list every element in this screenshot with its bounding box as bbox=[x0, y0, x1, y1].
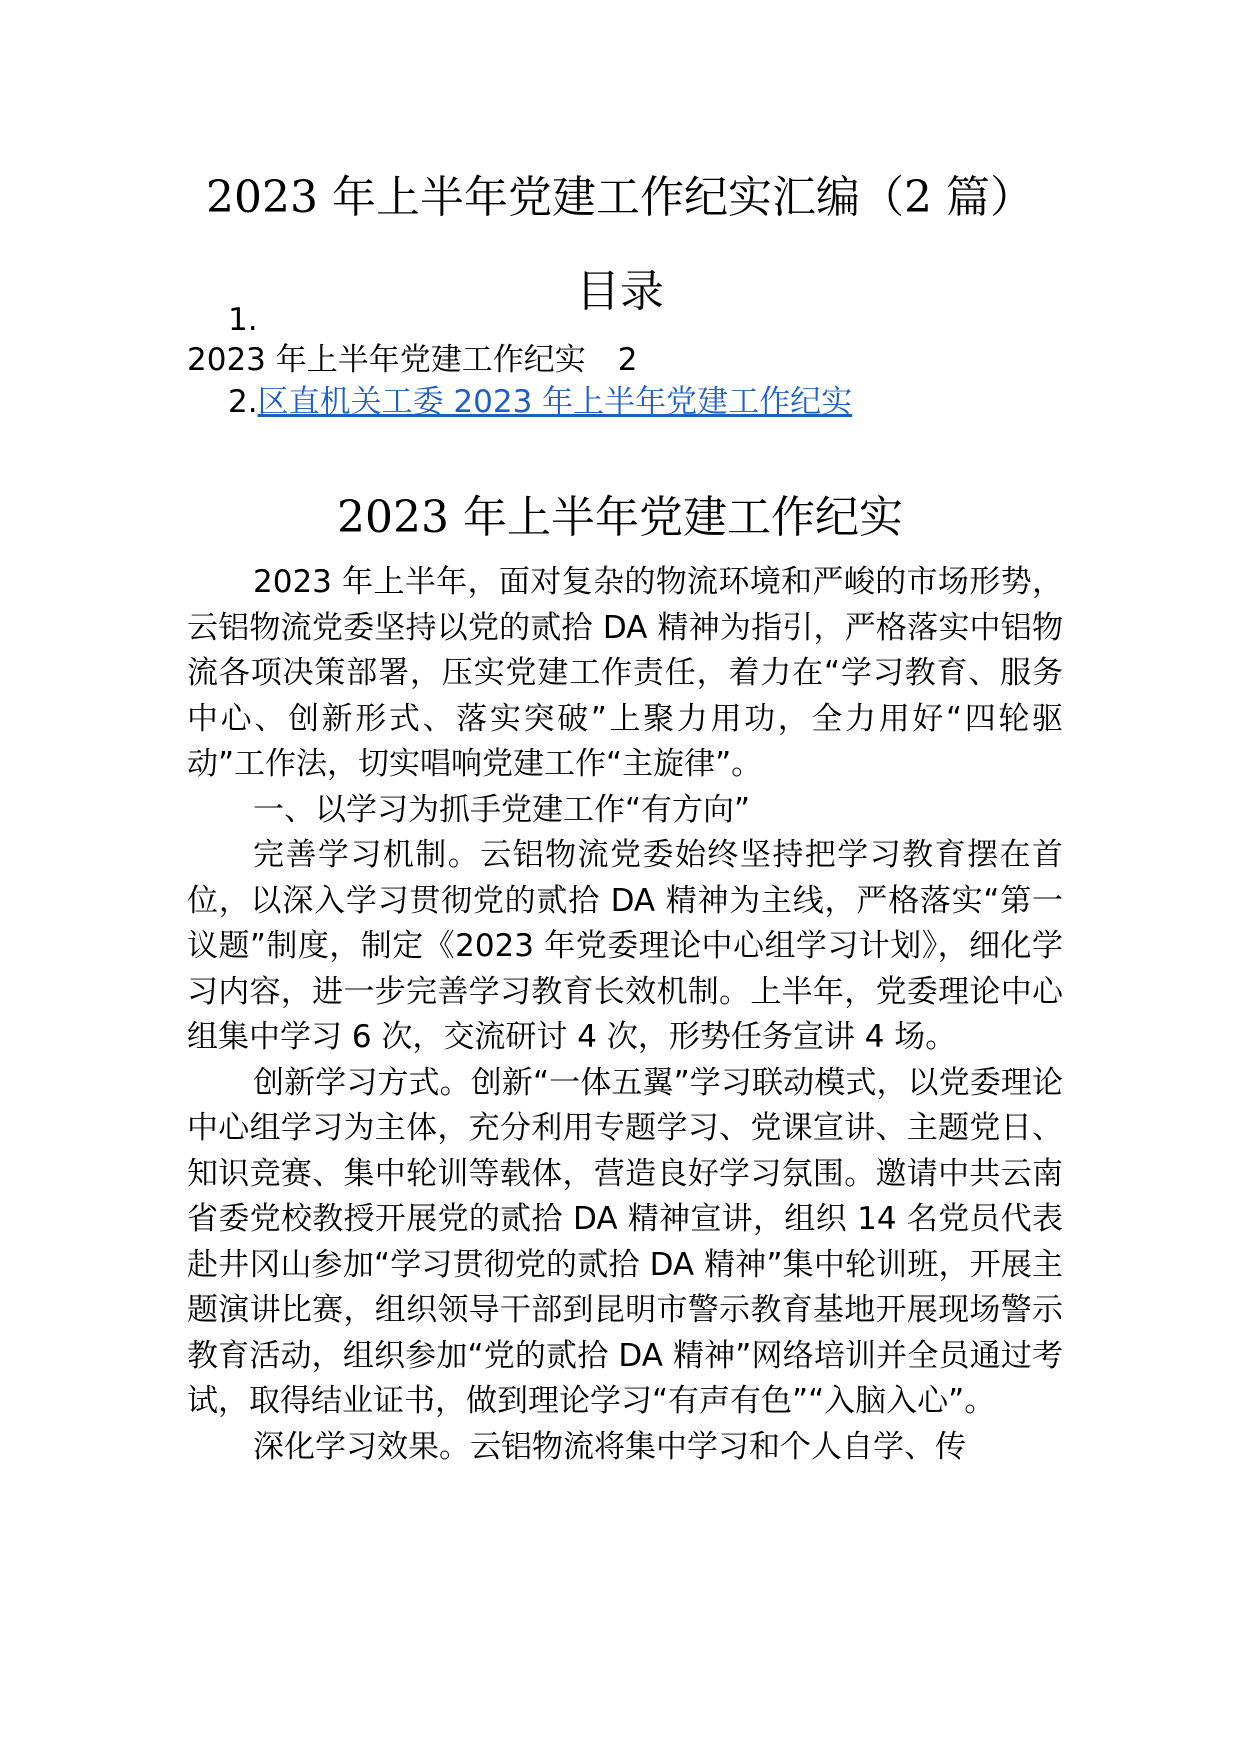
toc-heading: 目录 bbox=[576, 266, 664, 317]
toc-item-2-link[interactable]: 区直机关工委 2023 年上半年党建工作纪实 bbox=[257, 384, 853, 420]
paragraph-innovate-methods: 创新学习方式。创新“一体五翼”学习联动模式，以党委理论中心组学习为主体，充分利用专题学习、党课宣讲、主题党日、知识竞赛、集中轮训等载体，营造良好学习氛围。邀请中共云南省委党校教授开展党的贰拾 DA 精神宣讲，组织 14 名党员代表赴井冈山参加“学习贯彻党的贰拾 DA 精神”集中轮训班，开展主题演讲比赛，组织领导干部到昆明市警示教育基地开展现场警示教育活动，组织参加“党的贰拾 DA 精神”网络培训并全员通过考试，取得结业证书，做到理论学习“有声有色”“入脑入心”。 bbox=[187, 1064, 1063, 1419]
toc-item-1-number: 1. bbox=[228, 302, 258, 338]
body-text bbox=[187, 560, 1063, 1470]
toc-item-2-number: 2. bbox=[228, 384, 258, 420]
toc-item-1[interactable] bbox=[187, 340, 637, 380]
toc-item-1-text: 2023 年上半年党建工作纪实 bbox=[187, 342, 586, 378]
toc-item-2[interactable] bbox=[228, 382, 852, 422]
section-title: 2023 年上半年党建工作纪实 bbox=[337, 492, 903, 543]
subheading-study: 一、以学习为抓手党建工作“有方向” bbox=[253, 791, 751, 828]
paragraph-intro: 2023 年上半年，面对复杂的物流环境和严峻的市场形势，云铝物流党委坚持以党的贰拾 DA 精神为指引，严格落实中铝物流各项决策部署，压实党建工作责任，着力在“学习教育、服务中心、创新形式、落实突破”上聚力用功，全力用好“四轮驱动”工作法，切实唱响党建工作“主旋律”。 bbox=[187, 564, 1063, 782]
toc-item-1-page: 2 bbox=[617, 342, 638, 378]
document-title: 2023 年上半年党建工作纪实汇编（2 篇） bbox=[206, 172, 1034, 223]
paragraph-deepen-effect: 深化学习效果。云铝物流将集中学习和个人自学、传 bbox=[253, 1428, 966, 1465]
paragraph-improve-mechanism: 完善学习机制。云铝物流党委始终坚持把学习教育摆在首位，以深入学习贯彻党的贰拾 DA 精神为主线，严格落实“第一议题”制度，制定《2023 年党委理论中心组学习计划》，细化学习内容，进一步完善学习教育长效机制。上半年，党委理论中心组集中学习 6 次，交流研讨 4 次，形势任务宣讲 4 场。 bbox=[187, 837, 1063, 1055]
